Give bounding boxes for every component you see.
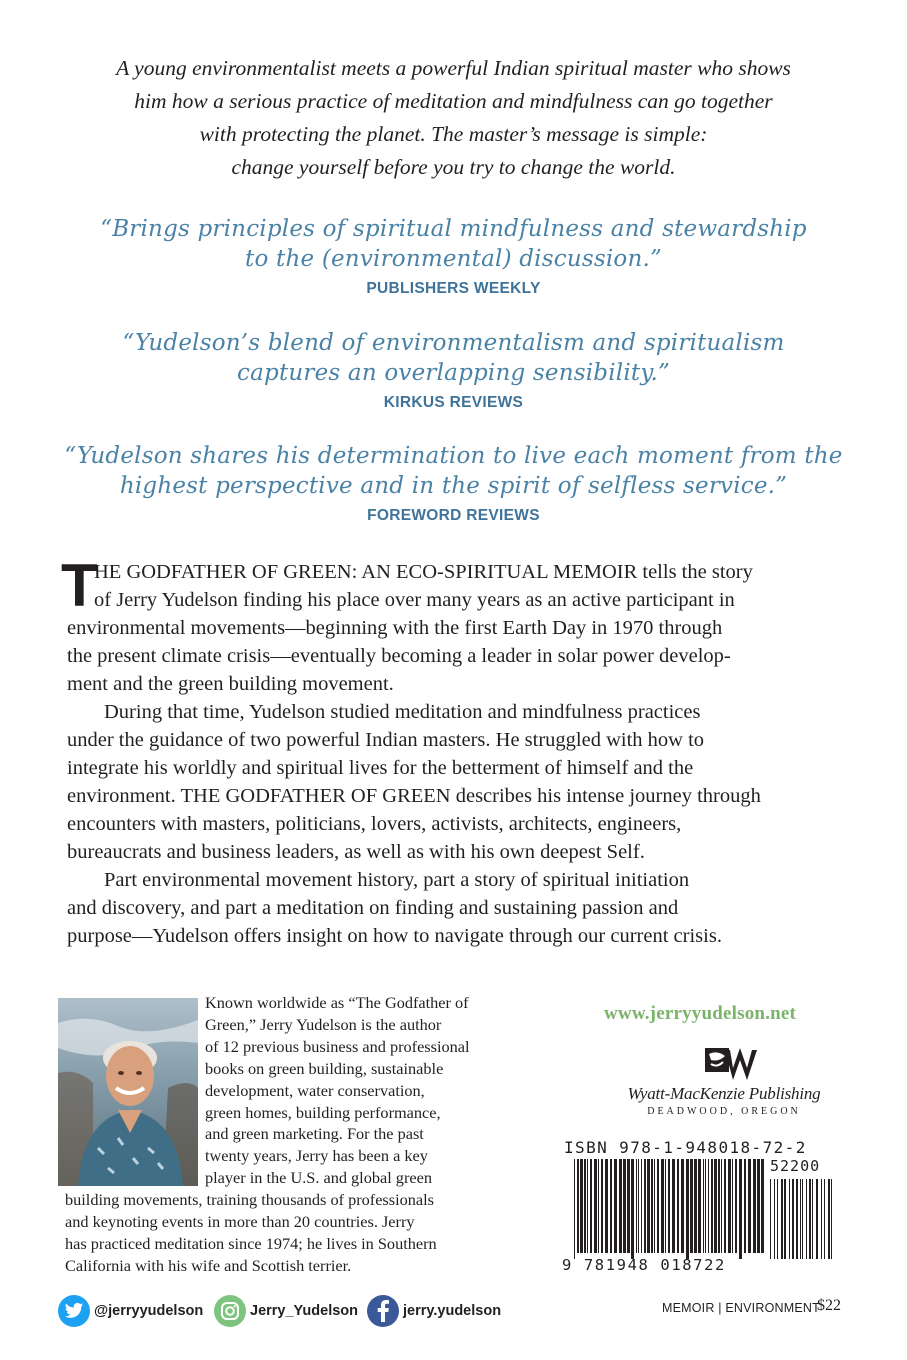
barcode-bar [647, 1159, 650, 1253]
review-quote [60, 328, 847, 388]
barcode-bar [690, 1159, 693, 1253]
description-line: environment. THE GODFATHER OF GREEN describes his intense journey through [67, 785, 761, 807]
barcode-addon-bar [812, 1179, 813, 1259]
review-publishers-weekly [60, 214, 847, 298]
barcode-bar [711, 1159, 713, 1253]
review-kirkus [60, 328, 847, 412]
barcode-bar [598, 1159, 599, 1253]
barcode-bar [587, 1159, 588, 1253]
website-link[interactable]: www.jerryyudelson.net [604, 1003, 797, 1024]
description-line: During that time, Yudelson studied meditation and mindfulness practices [104, 701, 701, 723]
description-line: under the guidance of two powerful Indian masters. He struggled with how to [67, 729, 705, 751]
barcode-bar [636, 1159, 637, 1253]
barcode-addon-bar [792, 1179, 794, 1259]
review-quote-line: highest perspective and in the spirit of selfless service.” [119, 473, 788, 499]
description-paragraph-1 [67, 558, 847, 698]
bio-line: Green,” Jerry Yudelson is the author [205, 1014, 442, 1034]
barcode-bar [584, 1159, 586, 1253]
barcode-addon-bar [796, 1179, 798, 1259]
barcode-bar [641, 1159, 642, 1253]
barcode-addon-bar [781, 1179, 783, 1259]
tagline-line: A young environmentalist meets a powerful Indian spiritual master who shows [116, 56, 791, 80]
barcode-addon-bar [821, 1179, 822, 1259]
barcode-bar [594, 1159, 597, 1253]
barcode-bar [651, 1159, 653, 1253]
bio-line: books on green building, sustainable [205, 1058, 444, 1078]
review-quote-line: to the (environmental) discussion.” [245, 246, 662, 272]
barcode-addon-bar [824, 1179, 825, 1259]
review-quote [60, 441, 847, 501]
review-source: FOREWORD REVIEWS [367, 507, 540, 524]
barcode-bar [657, 1159, 659, 1253]
barcode-bar [698, 1159, 701, 1253]
twitter-icon [58, 1295, 90, 1327]
barcode-bar [705, 1159, 706, 1253]
description-line: the present climate crisis—eventually becoming a leader in solar power develop- [67, 645, 731, 667]
barcode-bar [644, 1159, 646, 1253]
bio-line: player in the U.S. and global green [205, 1168, 432, 1188]
description-line: encounters with masters, politicians, lovers, activists, architects, engineers, [67, 813, 682, 835]
book-price: $22 [817, 1297, 841, 1314]
publisher-logo-icon [703, 1046, 759, 1084]
bio-line: building movements, training thousands of professionals [65, 1190, 434, 1210]
review-source: PUBLISHERS WEEKLY [366, 280, 541, 297]
review-quote [60, 214, 847, 274]
review-quote-line: captures an overlapping sensibility.” [237, 360, 670, 386]
barcode-addon-bar [802, 1179, 803, 1259]
review-foreword [60, 441, 847, 525]
description-paragraph-2 [67, 698, 847, 866]
barcode-bar [661, 1159, 664, 1253]
barcode-bar [627, 1159, 630, 1253]
publisher-name: Wyatt-MacKenzie Publishing [627, 1084, 821, 1103]
barcode-addon-bar [828, 1179, 830, 1259]
bio-line: green homes, building performance, [205, 1102, 441, 1122]
description-line: ment and the green building movement. [67, 673, 394, 695]
barcode-bar [681, 1159, 684, 1253]
tagline [60, 52, 847, 184]
bio-line: Known worldwide as “The Godfather of [205, 993, 469, 1012]
barcode-bar [748, 1159, 751, 1253]
barcode-bar [677, 1159, 679, 1253]
review-quote-line: “Yudelson’s blend of environmentalism and spiritualism [122, 330, 785, 356]
barcode-addon-bar [809, 1179, 811, 1259]
barcode-addon-bar [831, 1179, 832, 1259]
instagram-handle[interactable]: Jerry_Yudelson [250, 1303, 358, 1319]
barcode-bar [590, 1159, 592, 1253]
tagline-line: change yourself before you try to change the world. [231, 155, 676, 179]
review-source: KIRKUS REVIEWS [383, 394, 524, 411]
barcode-bar [724, 1159, 726, 1253]
description-line: HE GODFATHER OF GREEN: AN ECO-SPIRITUAL MEMOIR tells the story [94, 561, 753, 583]
description-paragraph-3 [67, 866, 847, 950]
barcode-bar [721, 1159, 722, 1253]
instagram-icon [214, 1295, 246, 1327]
isbn-number: ISBN 978-1-948018-72-2 [564, 1138, 807, 1157]
drop-cap: T [61, 552, 98, 619]
social-instagram[interactable] [214, 1294, 358, 1328]
barcode-bar [694, 1159, 697, 1253]
barcode-addon-bar [774, 1179, 775, 1259]
barcode-bar [672, 1159, 675, 1253]
facebook-handle[interactable]: jerry.yudelson [403, 1303, 502, 1319]
barcode-addon-bar [800, 1179, 801, 1259]
bio-line: and keynoting events in more than 20 countries. Jerry [65, 1212, 415, 1232]
barcode-bar [732, 1159, 733, 1253]
description-line: Part environmental movement history, part a story of spiritual initiation [104, 869, 690, 891]
bio-line: has practiced meditation since 1974; he lives in Southern [65, 1233, 437, 1253]
book-description [67, 558, 847, 950]
barcode-addon-number: 52200 [770, 1157, 821, 1175]
barcode-bar [757, 1159, 760, 1253]
barcode-bar [714, 1159, 717, 1253]
barcode-addon-bar [770, 1179, 771, 1259]
barcode-bar [735, 1159, 737, 1253]
barcode-bar [574, 1159, 575, 1259]
barcode-bar [703, 1159, 704, 1253]
twitter-handle[interactable]: @jerryyudelson [94, 1303, 204, 1319]
social-facebook[interactable] [367, 1294, 501, 1328]
facebook-icon [367, 1295, 399, 1327]
barcode-bar [753, 1159, 756, 1253]
bio-line: twenty years, Jerry has been a key [205, 1146, 428, 1166]
social-twitter[interactable] [58, 1294, 203, 1328]
barcode-bar [638, 1159, 639, 1253]
barcode-bar [601, 1159, 603, 1253]
author-portrait-illustration [58, 998, 198, 1186]
description-line: bureaucrats and business leaders, as well as with his own deepest Self. [67, 841, 645, 863]
barcode-bar [577, 1159, 579, 1253]
barcode-bar [761, 1159, 764, 1253]
description-line: environmental movements—beginning with the first Earth Day in 1970 through [67, 617, 723, 639]
tagline-line: with protecting the planet. The master’s message is simple: [199, 122, 708, 146]
barcode-bar [610, 1159, 612, 1253]
barcode-bar [668, 1159, 670, 1253]
barcode-bar [580, 1159, 583, 1253]
review-quote-line: “Yudelson shares his determination to live each moment from the [64, 443, 843, 469]
book-category: MEMOIR | ENVIRONMENT [662, 1301, 820, 1315]
bio-line: and green marketing. For the past [205, 1124, 424, 1144]
barcode-bar [686, 1159, 689, 1259]
barcode-bar [708, 1159, 709, 1253]
description-line: and discovery, and part a meditation on finding and sustaining passion and [67, 897, 679, 919]
barcode-addon-bar [789, 1179, 790, 1259]
ean-digits: 9 781948 018722 [562, 1256, 726, 1274]
barcode-addon-bar [816, 1179, 818, 1259]
bio-line: California with his wife and Scottish terrier. [65, 1255, 352, 1275]
description-line: purpose—Yudelson offers insight on how to navigate through our current crisis. [67, 925, 722, 947]
barcode-bar [739, 1159, 742, 1259]
author-photo [58, 998, 198, 1186]
barcode-bar [605, 1159, 608, 1253]
bio-line: development, water conservation, [205, 1080, 425, 1100]
description-line: integrate his worldly and spiritual lives for the betterment of himself and the [67, 757, 694, 779]
author-bio [65, 992, 525, 1277]
bio-line: of 12 previous business and professional [205, 1036, 470, 1056]
barcode-bar [718, 1159, 720, 1253]
barcode-addon-bar [806, 1179, 807, 1259]
barcode-bar [728, 1159, 731, 1253]
barcode-addon-bar [784, 1179, 786, 1259]
barcode-bar [631, 1159, 634, 1259]
review-quote-line: “Brings principles of spiritual mindfulness and stewardship [100, 216, 807, 242]
publisher-location: DEADWOOD, OREGON [647, 1106, 801, 1117]
barcode-addon-bar [777, 1179, 778, 1259]
tagline-line: him how a serious practice of meditation and mindfulness can go together [134, 89, 773, 113]
barcode-icon [562, 1159, 847, 1259]
barcode-bar [665, 1159, 666, 1253]
barcode-bar [614, 1159, 617, 1253]
barcode-bar [654, 1159, 655, 1253]
barcode-bar [744, 1159, 746, 1253]
description-line: of Jerry Yudelson finding his place over many years as an active participant in [94, 589, 735, 611]
barcode-bar [619, 1159, 622, 1253]
barcode-bar [623, 1159, 626, 1253]
